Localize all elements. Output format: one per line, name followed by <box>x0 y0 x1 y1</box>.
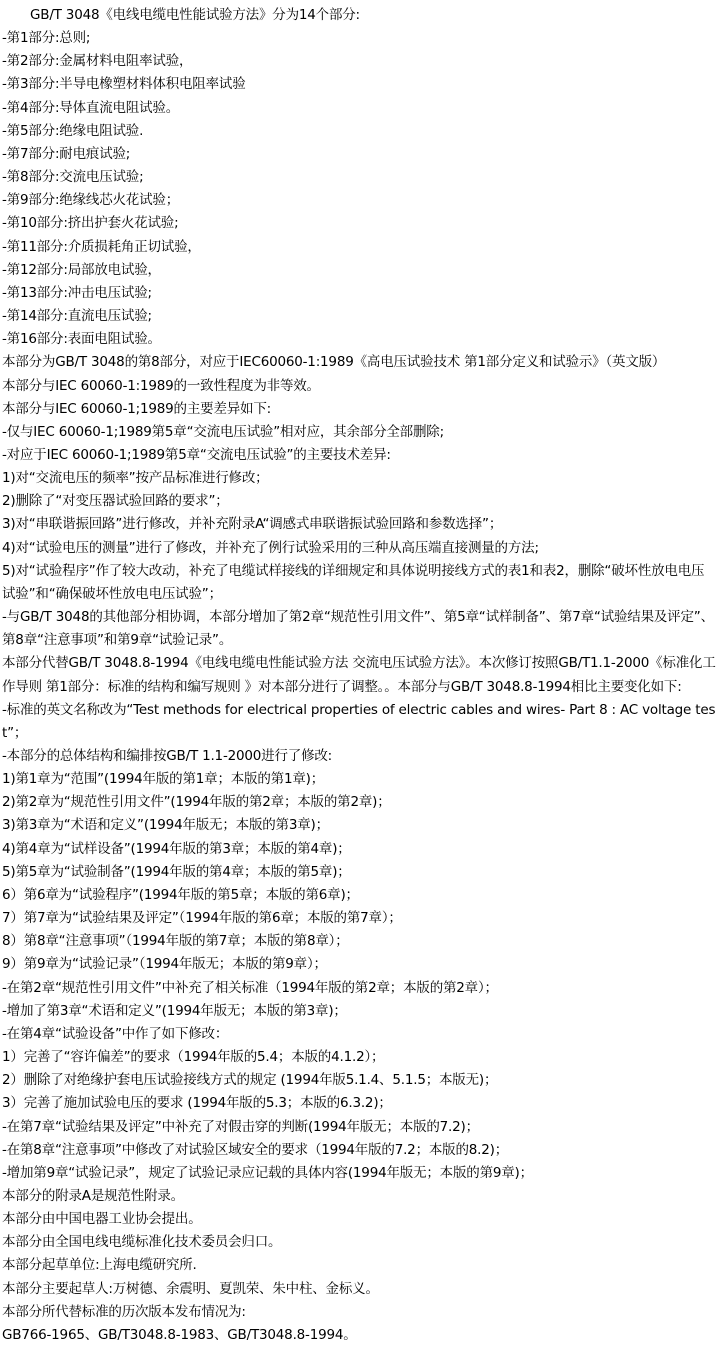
document-line: 2)删除了“对变压器试验回路的要求”； <box>2 493 229 510</box>
document-line: -增加第9章“试验记录”，规定了试验记录应记载的具体内容(1994年版无；本版的第9章)； <box>2 1164 533 1181</box>
document-line: 3）完善了施加试验电压的要求 (1994年版的5.3；本版的6.3.2)； <box>2 1095 392 1112</box>
document-line: -第11部分:介质损耗角正切试验， <box>2 238 201 255</box>
document-line: -第4部分:导体直流电阻试验。 <box>2 99 180 116</box>
document-line: 9）第9章为“试验记录”（1994年版无；本版的第9章）； <box>2 956 327 973</box>
document-line: GB766-1965、GB/T3048.8-1983、GB/T3048.8-1994。 <box>2 1326 357 1343</box>
document-line: -第14部分:直流电压试验; <box>2 308 152 325</box>
document-line: -第10部分:挤出护套火花试验; <box>2 215 179 232</box>
document-line: 3)对“串联谐振回路”进行修改，并补充附录A“调感式串联谐振试验回路和参数选择”； <box>2 516 503 533</box>
document-line: -第16部分:表面电阻试验。 <box>2 331 161 348</box>
document-line: -在第2章“规范性引用文件”中补充了相关标准（1994年版的第2章；本版的第2章）； <box>2 979 498 996</box>
document-line: 6）第6章为“试验程序”(1994年版的第5章；本版的第6章)； <box>2 886 359 903</box>
document-line: 本部分与IEC 60060-1;1989的主要差异如下: <box>2 400 271 417</box>
document-line: -与GB/T 3048的其他部分相协调，本部分增加了第2章“规范性引用文件”、第5章“试样制备”、第7章“试验结果及评定”、第8章“注意事项”和第9章“试验记录”。 <box>2 609 714 649</box>
document-line: 本部分由中国电器工业协会提出。 <box>2 1211 202 1228</box>
document-line: 7）第7章为“试验结果及评定”（1994年版的第6章；本版的第7章）； <box>2 910 402 927</box>
document-line: -标准的英文名称改为“Test methods for electrical properties of electric cables and wires- Part 8 : AC voltage test”； <box>2 701 716 741</box>
document-line: -第7部分:耐电痕试验; <box>2 145 131 162</box>
document-line: 本部分所代替标准的历次版本发布情况为: <box>2 1303 246 1320</box>
document-line: -第12部分:局部放电试验， <box>2 261 161 278</box>
document-line: GB/T 3048《电线电缆电性能试验方法》分为14个部分: <box>30 7 360 23</box>
document-line: -在第4章“试验设备”中作了如下修改： <box>2 1025 229 1042</box>
document-line: 5)第5章为“试验制备”(1994年版的第4章；本版的第5章)； <box>2 863 351 880</box>
document-line: -第3部分:半导电橡塑材料体积电阻率试验 <box>2 76 246 93</box>
document-line: -本部分的总体结构和编排按GB/T 1.1-2000进行了修改: <box>2 748 333 764</box>
document-line: -第8部分:交流电压试验; <box>2 169 144 186</box>
document-line: 2)第2章为“规范性引用文件”(1994年版的第2章；本版的第2章)； <box>2 794 391 811</box>
document-line: -增加了第3章“术语和定义”(1994年版无；本版的第3章)； <box>2 1002 347 1019</box>
document-line: -第9部分:绝缘线芯火花试验； <box>2 192 180 209</box>
document-line: -在第8章“注意事项”中修改了对试验区域安全的要求（1994年版的7.2；本版的8.2)； <box>2 1141 509 1158</box>
document-line: 本部分主要起草人:万树德、余震明、夏凯荣、朱中柱、金标义。 <box>2 1280 379 1297</box>
document-line: 4)对“试验电压的测量”进行了修改，并补充了例行试验采用的三种从高压端直接测量的方法; <box>2 539 539 556</box>
document-line: 2）删除了对绝缘护套电压试验接线方式的规定 (1994年版5.1.4、5.1.5；本版无)； <box>2 1072 498 1089</box>
document-line: 1)第1章为“范围”(1994年版的第1章；本版的第1章)； <box>2 771 325 788</box>
document-line: -第5部分:绝缘电阻试验. <box>2 122 144 139</box>
document-line: -仅与IEC 60060-1;1989第5章“交流电压试验”相对应，其余部分全部删除; <box>2 423 444 440</box>
document-line: -对应于IEC 60060-1;1989第5章“交流电压试验”的主要技术差异: <box>2 446 391 463</box>
document-line: -第2部分:金属材料电阻率试验， <box>2 53 193 70</box>
document-line: 本部分由全国电线电缆标准化技术委员会归口。 <box>2 1234 282 1251</box>
document-line: 本部分的附录A是规范性附录。 <box>2 1187 184 1204</box>
document-line: -第1部分:总则; <box>2 30 91 47</box>
document-line: 8）第8章“注意事项”（1994年版的第7章；本版的第8章）； <box>2 933 349 950</box>
document-line: 本部分代替GB/T 3048.8-1994《电线电缆电性能试验方法 交流电压试验方法》。本次修订按照GB/T1.1-2000《标准化工作导则 第1部分：标准的结构和编写规则 》对本部分进行了调整。。本部分与GB/T 3048.8-1994相比主要变化如下: <box>2 655 716 695</box>
document-line: -第13部分:冲击电压试验; <box>2 284 152 301</box>
document-line: 5)对“试验程序”作了较大改动，补充了电缆试样接线的详细规定和具体说明接线方式的表1和表2，删除“破坏性放电电压试验”和“确保破坏性放电电压试验”； <box>2 562 705 602</box>
document-line: 1）完善了“容许偏差”的要求（1994年版的5.4；本版的4.1.2）； <box>2 1049 385 1066</box>
document-line: 本部分为GB/T 3048的第8部分，对应于IEC60060-1:1989《高电压试验技术 第1部分定义和试验示》（英文版） <box>2 354 666 371</box>
document-line: 本部分与IEC 60060-1:1989的一致性程度为非等效。 <box>2 377 320 394</box>
document-line: 本部分起草单位:上海电缆研究所. <box>2 1257 197 1274</box>
document-line: 1)对“交流电压的频率”按产品标准进行修改； <box>2 470 269 487</box>
document-line: -在第7章“试验结果及评定”中补充了对假击穿的判断(1994年版无；本版的7.2)； <box>2 1118 479 1135</box>
document-line: 3)第3章为“术语和定义”(1994年版无；本版的第3章)； <box>2 817 329 834</box>
document-line: 4)第4章为“试样设备”(1994年版的第3章；本版的第4章)； <box>2 840 351 857</box>
